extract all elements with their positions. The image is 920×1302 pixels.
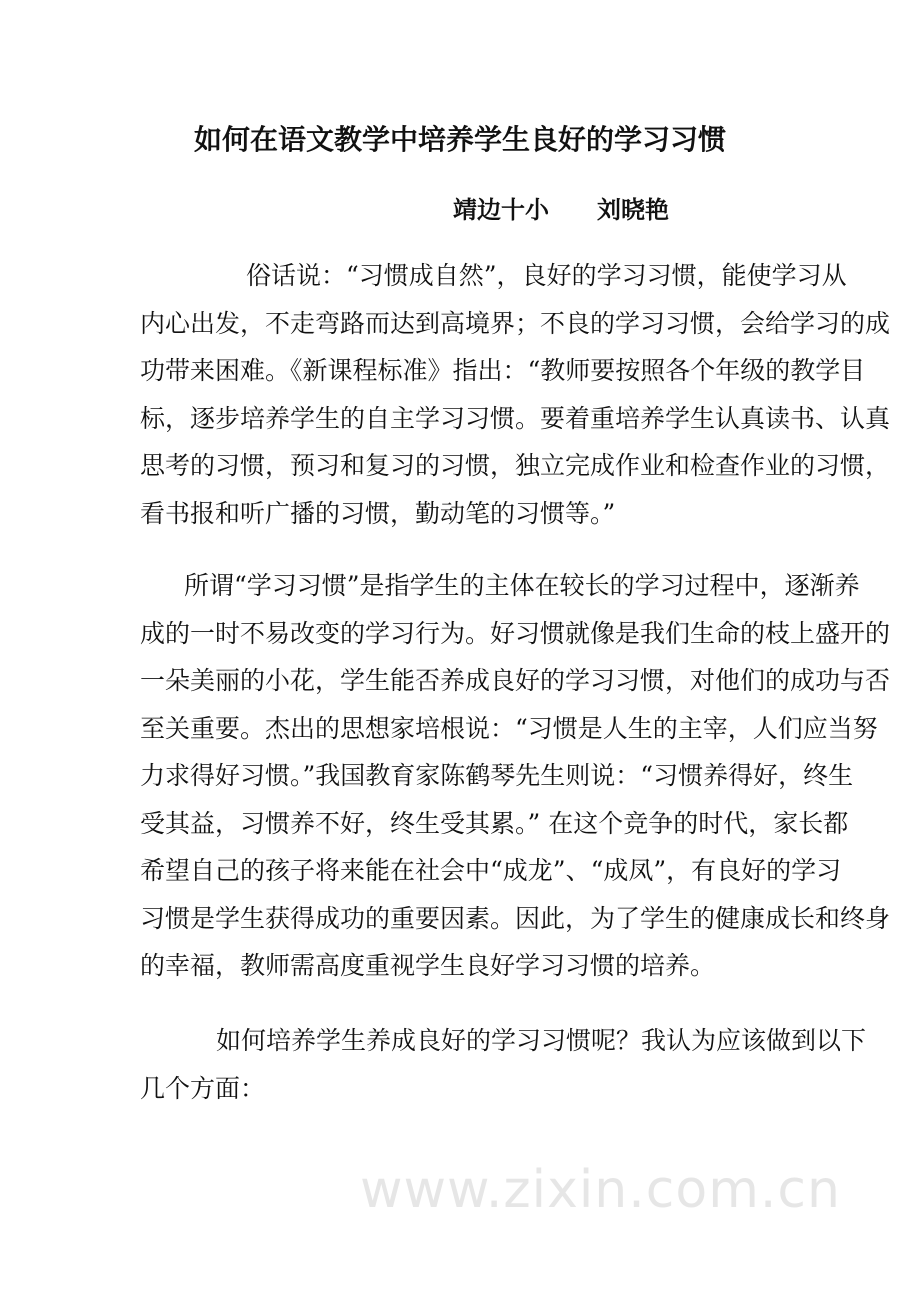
text-line: 俗话说：“习惯成自然”，良好的学习习惯，能使学习从 bbox=[246, 261, 847, 290]
watermark: www.zixin.com.cn bbox=[360, 1160, 841, 1220]
author-line: 靖边十小 刘晓艳 bbox=[453, 195, 669, 224]
text-line: 思考的习惯，预习和复习的习惯，独立完成作业和检查作业的习惯， bbox=[140, 451, 891, 480]
text-line: 内心出发，不走弯路而达到高境界；不良的学习习惯，会给学习的成 bbox=[140, 309, 891, 338]
text-line: 所谓“学习习惯”是指学生的主体在较长的学习过程中，逐渐养 bbox=[184, 571, 860, 600]
text-line: 标，逐步培养学生的自主学习习惯。要着重培养学生认真读书、认真 bbox=[140, 404, 891, 433]
text-line: 一朵美丽的小花，学生能否养成良好的学习习惯，对他们的成功与否 bbox=[140, 666, 891, 695]
text-line: 习惯是学生获得成功的重要因素。因此，为了学生的健康成长和终身 bbox=[140, 904, 891, 933]
text-line: 受其益，习惯养不好，终生受其累。” 在这个竞争的时代，家长都 bbox=[140, 809, 849, 838]
text-line: 至关重要。杰出的思想家培根说：“习惯是人生的主宰，人们应当努 bbox=[140, 714, 878, 743]
text-line: 看书报和听广播的习惯，勤动笔的习惯等。” bbox=[140, 499, 616, 528]
text-line: 力求得好习惯。”我国教育家陈鹤琴先生则说：“习惯养得好，终生 bbox=[140, 761, 854, 790]
document-title: 如何在语文教学中培养学生良好的学习习惯 bbox=[193, 123, 726, 156]
text-line: 希望自己的孩子将来能在社会中“成龙”、“成凤”，有良好的学习 bbox=[140, 856, 842, 885]
text-line: 成的一时不易改变的学习行为。好习惯就像是我们生命的枝上盛开的 bbox=[140, 619, 891, 648]
text-line: 几个方面： bbox=[140, 1074, 266, 1103]
text-line: 如何培养学生养成良好的学习习惯呢？我认为应该做到以下 bbox=[216, 1026, 867, 1055]
text-line: 的幸福，教师需高度重视学生良好学习习惯的培养。 bbox=[140, 951, 716, 980]
text-line: 功带来困难。《新课程标准》指出：“教师要按照各个年级的教学目 bbox=[140, 356, 866, 385]
